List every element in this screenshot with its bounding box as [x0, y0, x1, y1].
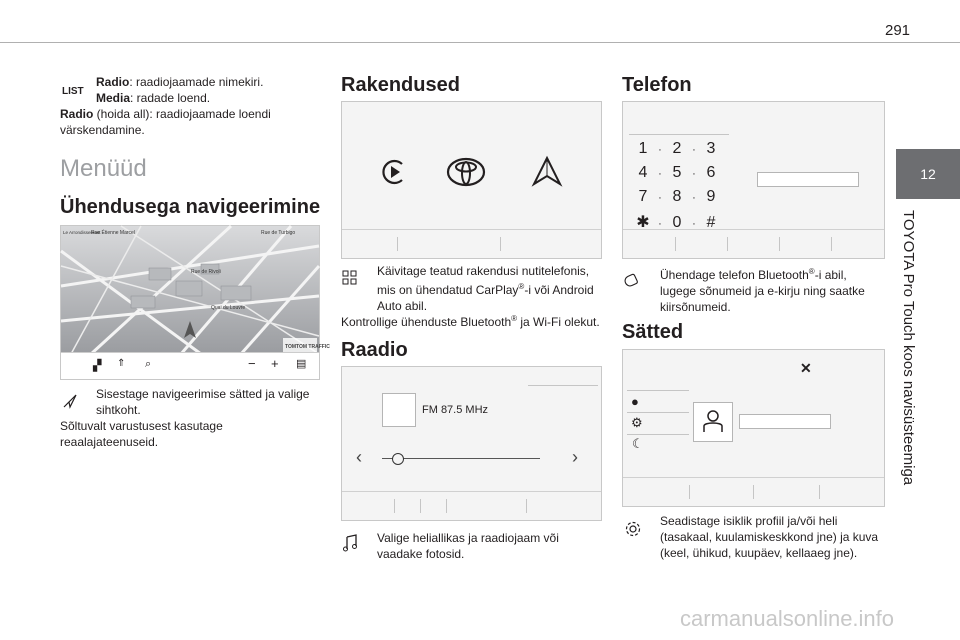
map-view	[61, 226, 330, 354]
keypad-separator: ·	[692, 192, 696, 204]
radio-heading: Raadio	[341, 339, 408, 361]
album-art-placeholder	[382, 393, 416, 427]
navigation-screen	[60, 225, 330, 380]
keypad-separator: ·	[692, 218, 696, 230]
connections-check-text: Kontrollige ühenduste Bluetooth® ja Wi-Fi olekut.	[341, 314, 600, 329]
map-layers-icon[interactable]: ▤	[296, 358, 307, 370]
profile-button[interactable]	[693, 402, 733, 442]
profile-name-field[interactable]	[739, 414, 831, 429]
keypad-key[interactable]: 5	[672, 164, 682, 181]
phone-description: Ühendage telefon Bluetooth®-i abil, lugege sõnumeid ja e-kirju ning saatke kiirsõnumeid.	[660, 267, 865, 314]
chapter-title: TOYOTA Pro Touch koos navisüsteemiga	[900, 210, 917, 486]
carplay-icon[interactable]	[380, 157, 408, 187]
search-icon[interactable]: ⌕	[145, 358, 152, 370]
watermark: carmanualsonline.info	[680, 606, 895, 631]
palette-icon[interactable]: ●	[631, 394, 639, 409]
keypad-key[interactable]: ✱	[636, 214, 650, 231]
android-auto-icon[interactable]	[532, 156, 562, 188]
radio-frequency: FM 87.5 MHz	[422, 404, 489, 416]
phone-keypad	[633, 140, 721, 236]
keypad-row	[633, 140, 721, 164]
zoom-in-icon[interactable]: +	[271, 356, 279, 371]
keypad-separator: ·	[692, 168, 696, 180]
radio-hold-description: Radio (hoida all): raadiojaamade loendi värskendamine.	[60, 107, 271, 137]
radio-description: Valige heliallikas ja raadiojaam või vaadake fotosid.	[377, 531, 559, 561]
phone-heading: Telefon	[622, 74, 692, 96]
phone-handset-icon	[624, 272, 640, 288]
settings-description: Seadistage isiklik profiil ja/või heli (tasakaal, kuulamiskeskkond jne) ja kuva (keel, ühikud, kuupäev, kellaaeg jne).	[660, 514, 879, 560]
navigation-heading: Ühendusega navigeerimine	[60, 196, 321, 218]
keypad-key[interactable]: 4	[638, 164, 648, 181]
keypad-key[interactable]: #	[706, 214, 716, 231]
keypad-separator: ·	[692, 144, 696, 156]
apps-screen	[341, 101, 602, 259]
navigation-description: Sisestage navigeerimise sätted ja valige sihtkoht.	[96, 387, 310, 417]
toyota-logo-icon[interactable]	[446, 156, 486, 188]
radio-media-description: Radio: raadiojaamade nimekiri. Media: radade loend.	[96, 75, 264, 105]
map-street-label: Rue de Turbigo	[261, 230, 296, 236]
apps-heading: Rakendused	[341, 74, 460, 96]
phone-screen	[622, 101, 885, 259]
phone-number-field[interactable]	[757, 172, 859, 187]
close-icon[interactable]: ✕	[800, 360, 812, 376]
radio-screen	[341, 366, 602, 521]
music-note-icon	[342, 534, 358, 552]
map-street-label: Quai du Louvre	[211, 305, 246, 311]
list-icon: LIST	[62, 86, 84, 97]
settings-heading: Sätted	[622, 321, 684, 343]
apps-grid-icon	[342, 270, 358, 286]
keypad-row	[633, 164, 721, 188]
tomtom-traffic-logo: TOMTOM TRAFFIC	[285, 344, 330, 350]
keypad-separator: ·	[658, 144, 662, 156]
header-rule	[0, 42, 960, 43]
settings-gear-icon	[624, 520, 642, 538]
checkered-flag-icon[interactable]: ▞	[93, 360, 102, 372]
keypad-key[interactable]: 3	[706, 140, 716, 157]
person-icon	[694, 403, 732, 441]
settings-screen	[622, 349, 885, 507]
keypad-key[interactable]: 2	[672, 140, 682, 157]
navigation-toolbar	[61, 352, 319, 379]
keypad-key[interactable]: 0	[672, 214, 682, 231]
chapter-tab: 12	[896, 149, 960, 199]
keypad-key[interactable]: 8	[672, 188, 682, 205]
previous-station-icon[interactable]: ‹	[356, 447, 362, 467]
north-arrow-icon[interactable]: ⇑	[117, 358, 126, 369]
navigation-services-note: Sõltuvalt varustusest kasutage reaalajateenuseid.	[60, 419, 223, 449]
menus-heading: Menüüd	[60, 155, 147, 182]
map-street-label: Le Arrondissement	[63, 230, 101, 235]
frequency-slider[interactable]	[382, 458, 540, 459]
keypad-key[interactable]: 9	[706, 188, 716, 205]
night-mode-icon[interactable]: ☾	[632, 436, 644, 451]
keypad-key[interactable]: 6	[706, 164, 716, 181]
keypad-key[interactable]: 7	[638, 188, 648, 205]
apps-description: Käivitage teatud rakendusi nutitelefonis, mis on ühendatud CarPlay®-i või Android Auto abil.	[377, 264, 594, 313]
keypad-separator: ·	[658, 168, 662, 180]
map-street-label: Rue Étienne Marcel	[91, 230, 135, 236]
frequency-slider-knob[interactable]	[392, 453, 404, 465]
sound-settings-icon[interactable]: ⚙	[631, 415, 643, 430]
keypad-row	[633, 188, 721, 212]
keypad-separator: ·	[658, 218, 662, 230]
zoom-out-icon[interactable]: −	[248, 356, 256, 371]
keypad-separator: ·	[658, 192, 662, 204]
page-number: 291	[885, 22, 911, 39]
navigation-icon	[62, 393, 78, 409]
keypad-key[interactable]: 1	[638, 140, 648, 157]
next-station-icon[interactable]: ›	[572, 447, 578, 467]
map-street-label: Rue de Rivoli	[191, 269, 221, 275]
